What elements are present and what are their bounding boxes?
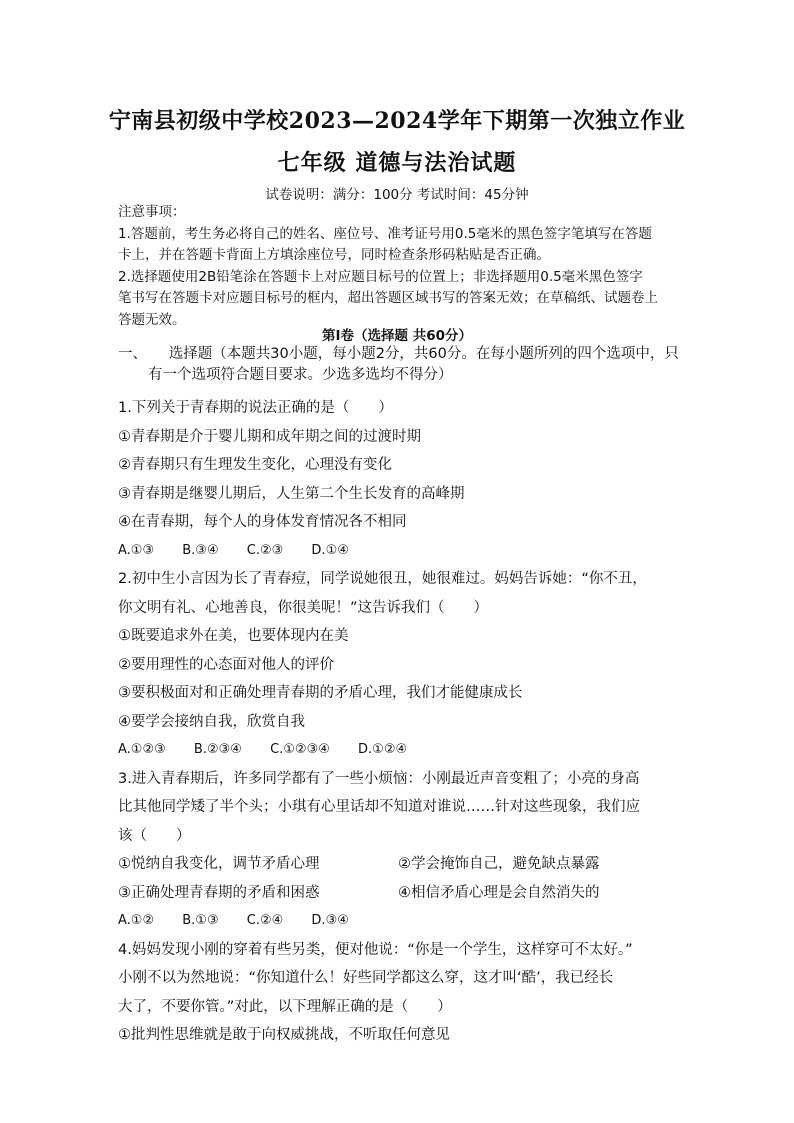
question-3-stem-line-2: 比其他同学矮了半个头；小琪有心里话却不知道对谁说……针对这些现象，我们应 [118,799,640,815]
question-2-stem-line-2: 你文明有礼、心地善良，你很美呢！”这告诉我们（ ） [118,599,489,616]
part-instructions-line-1: 一、 选择题（本题共30小题，每小题2分，共60分。在每小题所列的四个选项中，只 [118,346,679,362]
question-4-stem-line-2: 小刚不以为然地说：“你知道什么！好些同学都这么穿，这才叫‘酷’，我已经长 [118,970,614,986]
question-3-statements-row-1 [118,850,683,879]
question-4-statement-1: ①批判性思维就是敢于向权威挑战，不听取任何意见 [118,1027,450,1043]
question-2 [118,565,683,765]
exam-title: 宁南县初级中学校2023—2024学年下期第一次独立作业 [108,108,686,134]
question-4-stem-line-3: 大了，不要你管。”对此，以下理解正确的是（ ） [118,998,452,1015]
question-2-statement-3: ③要积极面对和正确处理青春期的矛盾心理，我们才能健康成长 [118,685,523,701]
question-3-stem-line-3: 该（ ） [118,827,191,844]
question-1-options [118,537,683,566]
question-2-options [118,736,683,765]
notes-item-2-line-1: 2.选择题使用2B铅笔涂在答题卡上对应题目标号的位置上；非选择题用0.5毫米黑色签字 [118,268,643,285]
question-3 [118,765,683,936]
exam-subtitle: 七年级 道德与法治试题 [277,150,517,176]
question-4 [118,936,683,1050]
question-3-option-b: B.①③ [182,913,219,928]
question-3-stem-line-1: 3.进入青春期后，许多同学都有了一些小烦恼：小刚最近声音变粗了；小亮的身高 [118,770,640,787]
question-1-statement-4: ④在青春期，每个人的身体发育情况各不相同 [118,514,407,530]
notes-item-1-line-2: 卡上，并在答题卡背面上方填涂座位号，同时检查条形码粘贴是否正确。 [118,247,550,263]
question-2-statement-4: ④要学会接纳自我，欣赏自我 [118,713,305,730]
question-2-option-b: B.②③④ [193,742,242,757]
question-3-option-a: A.①② [118,913,155,928]
notes-section [118,202,678,331]
question-1-statement-2: ②青春期只有生理发生变化，心理没有变化 [118,457,392,473]
section-title: 第Ⅰ卷（选择题 共60分） [321,328,472,344]
part-instructions-line-2: 有一个选项符合题目要求。少选多选均不得分） [148,367,453,383]
question-2-statement-1: ①既要追求外在美，也要体现内在美 [118,628,349,644]
question-1-statement-1: ①青春期是介于婴儿期和成年期之间的过渡时期 [118,428,421,445]
question-2-option-c: C.①②③④ [270,742,330,757]
question-2-option-d: D.①②④ [358,742,408,757]
question-3-statement-1: ①悦纳自我变化，调节矛盾心理 [118,856,320,872]
question-3-option-d: D.③④ [311,913,349,928]
question-3-options [118,907,683,936]
question-2-option-a: A.①②③ [118,742,166,757]
question-1-option-a: A.①③ [118,542,155,558]
question-3-statements-row-2 [118,879,683,908]
questions-area [118,344,683,1050]
question-1-option-b: B.③④ [182,542,219,558]
question-3-option-c: C.②④ [246,913,284,928]
question-3-statement-4: ④相信矛盾心理是会自然消失的 [398,884,600,901]
question-2-stem-line-1: 2.初中生小言因为长了青春痘，同学说她很丑，她很难过。妈妈告诉她：“你不丑， [118,571,647,587]
question-1-option-d: D.①④ [311,542,349,558]
question-1 [118,394,683,565]
notes-item-1-line-1: 1.答题前，考生务必将自己的姓名、座位号、准考证号用0.5毫米的黑色签字笔填写在答题 [118,225,652,242]
notes-heading: 注意事项： [118,204,186,220]
question-1-option-c: C.②③ [246,542,284,558]
question-4-stem-line-1: 4.妈妈发现小刚的穿着有些另类，便对他说：“你是一个学生，这样穿可不太好。” [118,941,633,958]
question-3-statement-3: ③正确处理青春期的矛盾和困惑 [118,884,320,901]
question-1-statement-3: ③青春期是继婴儿期后，人生第二个生长发育的高峰期 [118,485,465,502]
question-3-statement-2: ②学会掩饰自己，避免缺点暴露 [398,856,600,872]
part-instructions [118,344,683,386]
notes-item-2-line-2: 笔书写在答题卡对应题目标号的框内，超出答题区域书写的答案无效；在草稿纸、试题卷上 [118,290,658,306]
notes-item-2-line-3: 答题无效。 [118,311,186,328]
question-2-statement-2: ②要用理性的心态面对他人的评价 [118,656,334,673]
question-1-stem: 1.下列关于青春期的说法正确的是（ ） [118,400,393,416]
exam-info: 试卷说明：满分：100分 考试时间：45分钟 [265,187,529,203]
